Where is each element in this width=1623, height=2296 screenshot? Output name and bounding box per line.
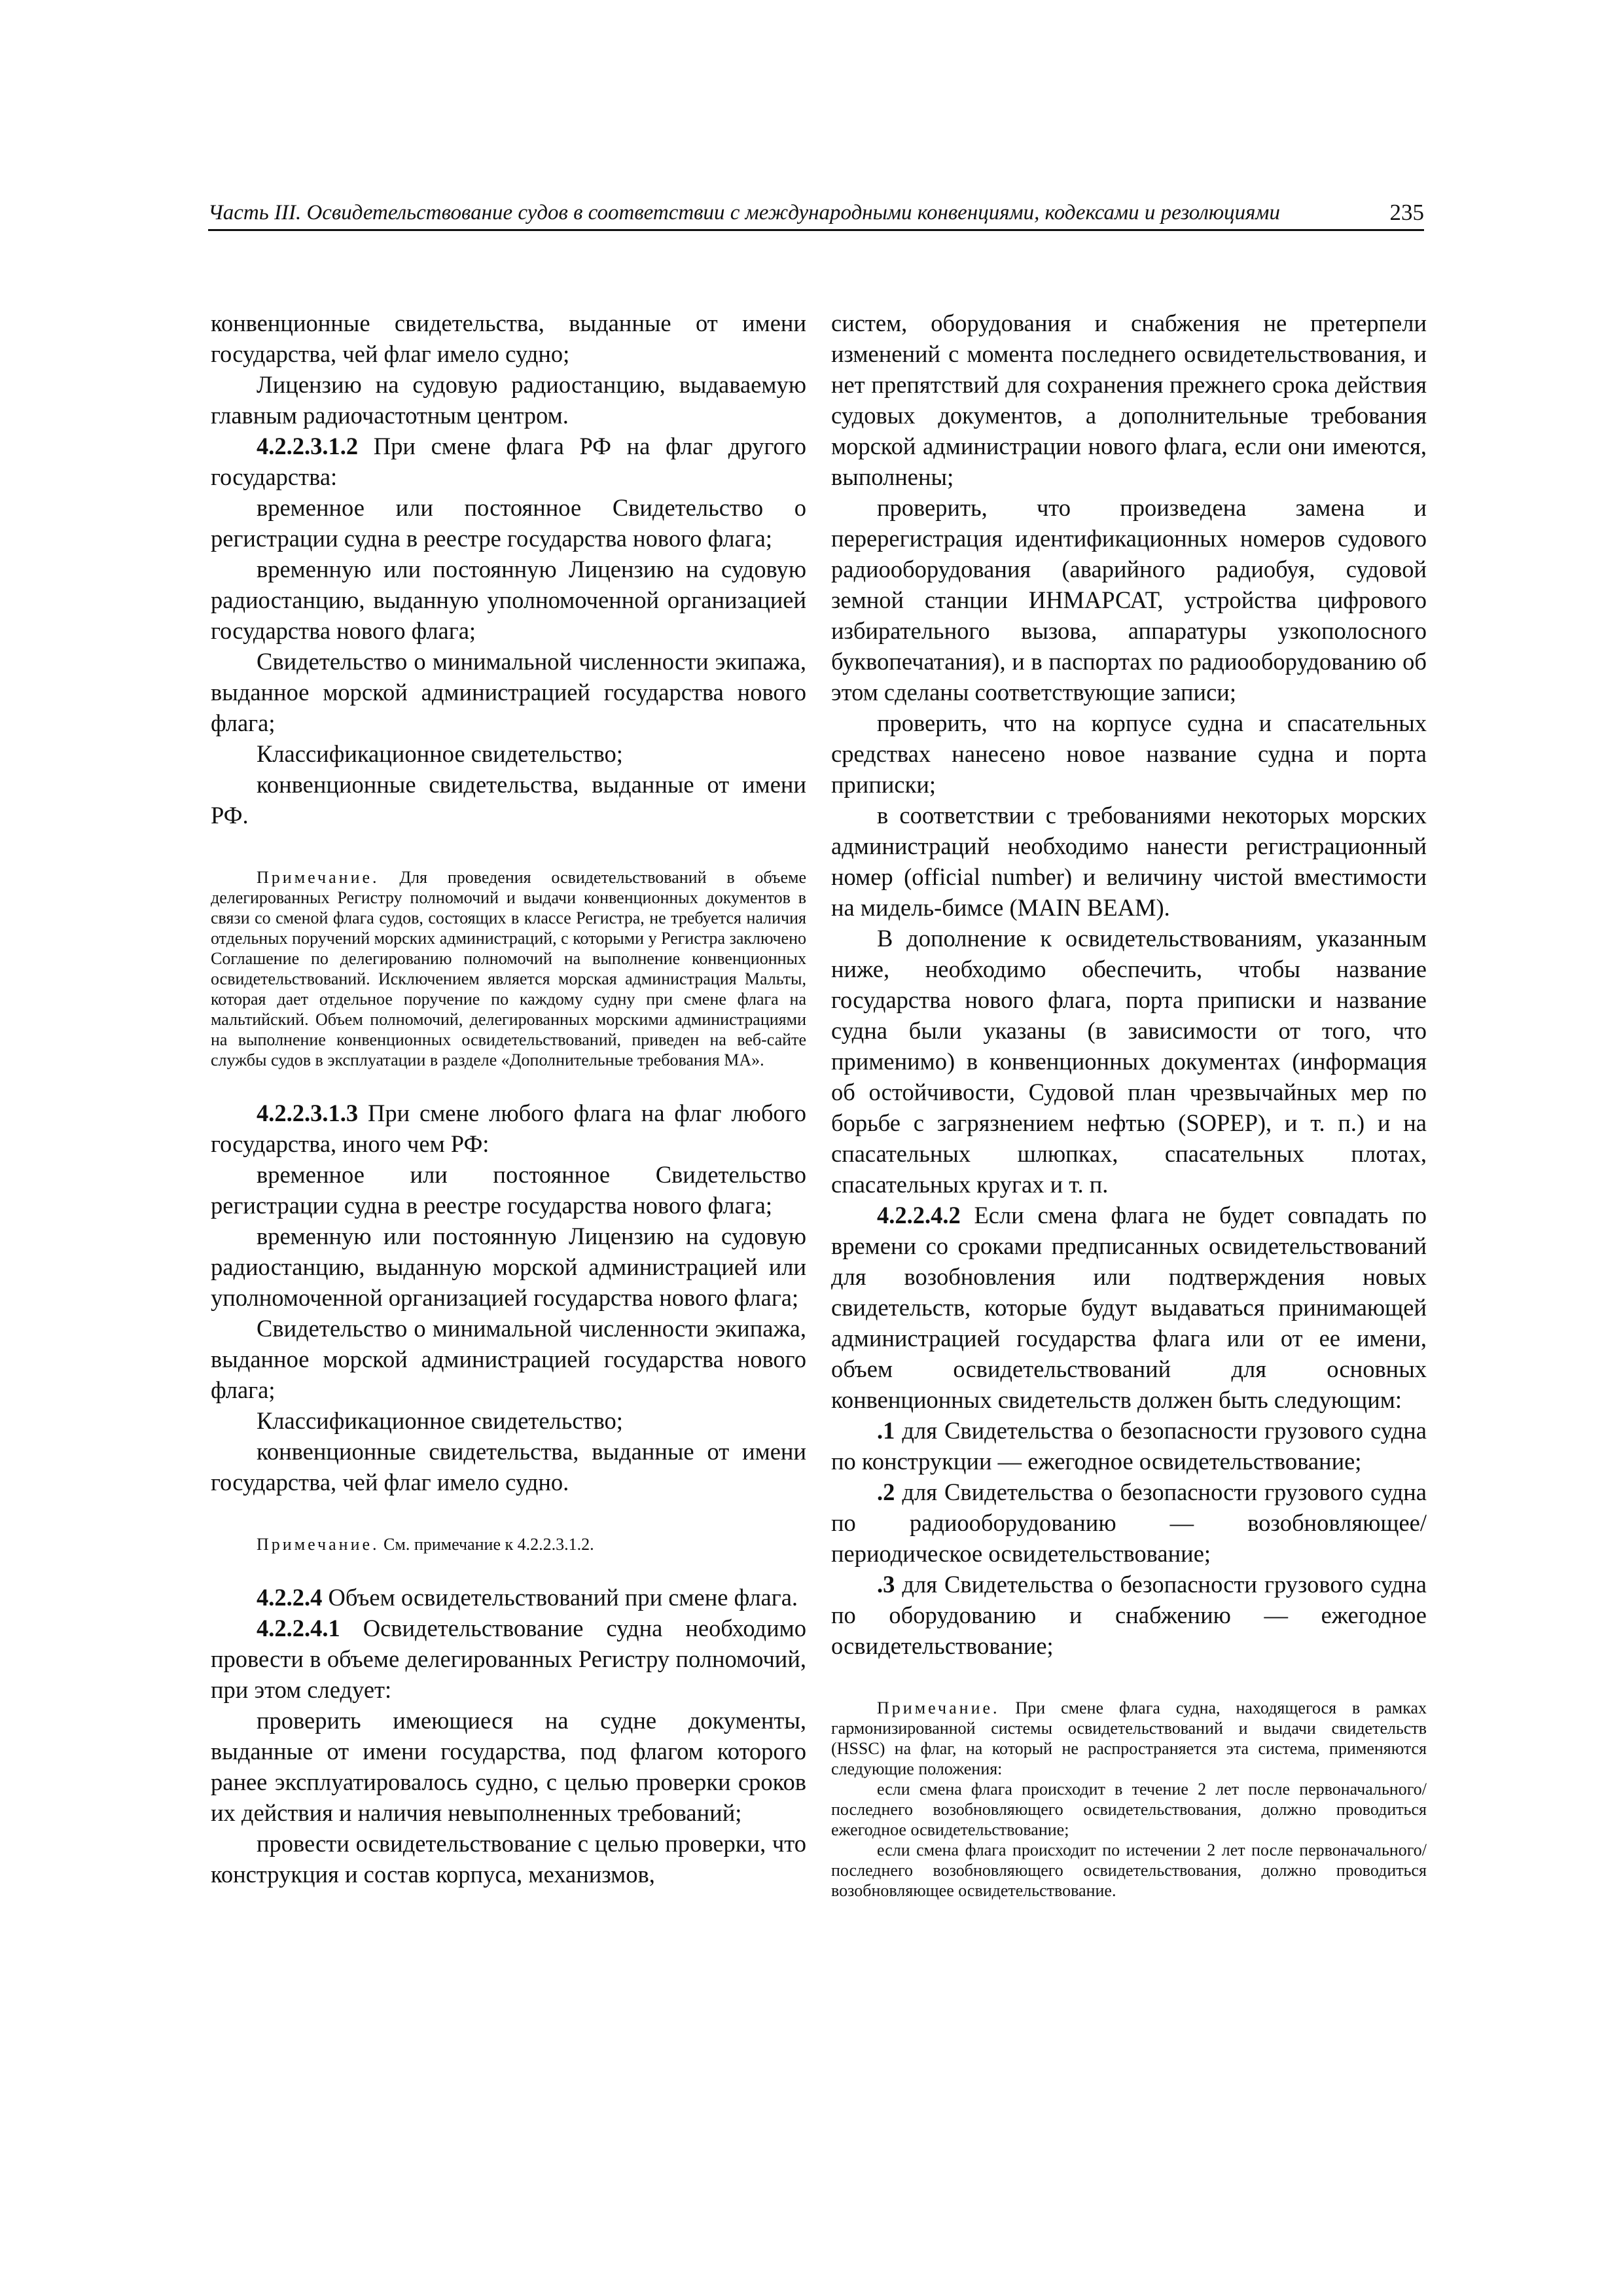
paragraph: Свидетельство о минимальной численности экипажа, выданное морской администрацией государства нового флага; <box>211 1315 806 1403</box>
note-label: Примечание. <box>257 868 380 887</box>
paragraph: временную или постоянную Лицензию на судовую радиостанцию, выданную уполномоченной организацией государства нового флага; <box>211 556 806 644</box>
paragraph: в соответствии с требованиями некоторых морских администраций необходимо нанести регистрационный номер (official number) и величину чистой вместимости на мидель-бимсе (MAIN BEAM). <box>831 802 1427 921</box>
paragraph <box>211 1582 806 1613</box>
note-block <box>831 1698 1427 1901</box>
paragraph: конвенционные свидетельства, выданные от имени государства, чей флаг имело судно. <box>211 1438 806 1496</box>
clause-text: Объем освидетельствований при смене флага. <box>322 1584 798 1611</box>
list-text: для Свидетельства о безопасности грузового судна по конструкции — ежегодное освидетельствование; <box>831 1417 1427 1475</box>
page-number: 235 <box>1389 200 1424 225</box>
paragraph <box>831 1200 1427 1415</box>
note-text: При смене флага судна, находящегося в рамках гармонизированной системы освидетельствований и выдачи свидетельств (HSSC) на флаг, на который не распространяется эта система, применяются следующие положения: <box>831 1698 1427 1778</box>
note-paragraph: если смена флага происходит по истечении 2 лет после первоначального/последнего возобновляющего освидетельствования, должно проводиться возобновляющее освидетельствование. <box>831 1840 1427 1900</box>
clause-number: 4.2.2.4.1 <box>257 1615 340 1641</box>
paragraph: В дополнение к освидетельствованиям, указанным ниже, необходимо обеспечить, чтобы название государства нового флага, порта приписки и название судна были указаны (в зависимости от того, что применимо) в конвенционных документах (информация об остойчивости, Судовой план чрезвычайных мер по борьбе с загрязнением нефтью (SOPEP), и т. п.) и на спасательных шлюпках, спасательных плотах, спасательных кругах и т. п. <box>831 925 1427 1198</box>
note-block <box>211 867 806 1070</box>
clause-text: Если смена флага не будет совпадать по времени со сроками предписанных освидетельствований для возобновления или подтверждения новых свидетельств, которые будут выдаваться принимающей администрацией государства флага или от ее имени, объем освидетельствований для основных конвенционных свидетельств должен быть следующим: <box>831 1202 1427 1413</box>
paragraph: провести освидетельствование с целью проверки, что конструкция и состав корпуса, механизмов, <box>211 1830 806 1888</box>
paragraph <box>831 1477 1427 1569</box>
clause-text: При смене флага РФ на флаг другого государства: <box>211 433 806 490</box>
clause-text: При смене любого флага на флаг любого государства, иного чем РФ: <box>211 1100 806 1157</box>
paragraph: Классификационное свидетельство; <box>257 1407 623 1434</box>
list-text: для Свидетельства о безопасности грузового судна по оборудованию и снабжению — ежегодное освидетельствование; <box>831 1571 1427 1659</box>
list-number: .2 <box>877 1479 895 1505</box>
note-paragraph <box>831 1698 1427 1779</box>
clause-number: 4.2.2.4 <box>257 1584 323 1611</box>
paragraph <box>211 431 806 492</box>
note-paragraph <box>211 867 806 1070</box>
paragraph <box>831 1415 1427 1477</box>
paragraph: Лицензию на судовую радиостанцию, выдаваемую главным радиочастотным центром. <box>211 371 806 429</box>
list-number: .3 <box>877 1571 895 1598</box>
paragraph <box>211 1098 806 1159</box>
paragraph <box>831 1569 1427 1661</box>
paragraph: конвенционные свидетельства, выданные от имени государства, чей флаг имело судно; <box>211 310 806 367</box>
note-paragraph <box>211 1534 806 1554</box>
running-header <box>208 196 1424 231</box>
paragraph: Классификационное свидетельство; <box>257 740 623 767</box>
clause-text: Освидетельствование судна необходимо провести в объеме делегированных Регистру полномочий, при этом следует: <box>211 1615 806 1703</box>
paragraph: конвенционные свидетельства, выданные от имени РФ. <box>211 771 806 829</box>
list-number: .1 <box>877 1417 895 1444</box>
paragraph: временное или постоянное Свидетельство регистрации судна в реестре государства нового флага; <box>211 1161 806 1219</box>
note-text: См. примечание к 4.2.2.3.1.2. <box>379 1535 594 1554</box>
right-column <box>831 308 1427 1928</box>
list-text: для Свидетельства о безопасности грузового судна по радиооборудованию — возобновляющее/периодическое освидетельствование; <box>831 1479 1427 1567</box>
paragraph: проверить, что на корпусе судна и спасательных средствах нанесено новое название судна и порта приписки; <box>831 709 1427 798</box>
note-block <box>211 1534 806 1554</box>
note-label: Примечание. <box>257 1535 380 1554</box>
paragraph: проверить имеющиеся на судне документы, выданные от имени государства, под флагом которого ранее эксплуатировалось судно, с целью проверки сроков их действия и наличия невыполненных требований; <box>211 1707 806 1826</box>
clause-number: 4.2.2.3.1.2 <box>257 433 359 459</box>
note-label: Примечание. <box>877 1698 1000 1717</box>
paragraph: проверить, что произведена замена и перерегистрация идентификационных номеров судового радиооборудования (аварийного радиобуя, судовой земной станции ИНМАРСАТ, устройства цифрового избирательного вызова, аппаратуры узкополосного буквопечатания), и в паспортах по радиооборудованию об этом сделаны соответствующие записи; <box>831 494 1427 706</box>
clause-number: 4.2.2.4.2 <box>877 1202 961 1229</box>
left-column <box>211 308 806 1890</box>
note-text: Для проведения освидетельствований в объеме делегированных Регистру полномочий и выдачи конвенционных документов в связи со сменой флага судов, состоящих в классе Регистра, не требуется наличия отдельных поручений морских администраций, с которыми у Регистра заключено Соглашение по делегированию полномочий на выполнение конвенционных освидетельствований. Исключением является морская администрация Мальты, которая дает отдельное поручение по каждому судну при смене флага на мальтийский. Объем полномочий, делегированных морскими администрациями на выполнение конвенционных освидетельствований, приведен на веб-сайте службы судов в эксплуатации в разделе «Дополнительные требования МА». <box>211 868 806 1069</box>
paragraph: систем, оборудования и снабжения не претерпели изменений с момента последнего освидетельствования, и нет препятствий для сохранения прежнего срока действия судовых документов, а дополнительные требования морской администрации нового флага, если они имеются, выполнены; <box>831 310 1427 490</box>
header-title: Часть III. Освидетельствование судов в соответствии с международными конвенциями, кодексами и резолюциями <box>208 201 1280 224</box>
note-paragraph: если смена флага происходит в течение 2 лет после первоначального/последнего возобновляющего освидетельствования, должно проводиться ежегодное освидетельствование; <box>831 1780 1427 1839</box>
paragraph: временную или постоянную Лицензию на судовую радиостанцию, выданную морской администрацией или уполномоченной организацией государства нового флага; <box>211 1223 806 1311</box>
clause-number: 4.2.2.3.1.3 <box>257 1100 359 1126</box>
paragraph: Свидетельство о минимальной численности экипажа, выданное морской администрацией государства нового флага; <box>211 648 806 736</box>
paragraph <box>211 1613 806 1705</box>
paragraph: временное или постоянное Свидетельство о регистрации судна в реестре государства нового флага; <box>211 494 806 552</box>
